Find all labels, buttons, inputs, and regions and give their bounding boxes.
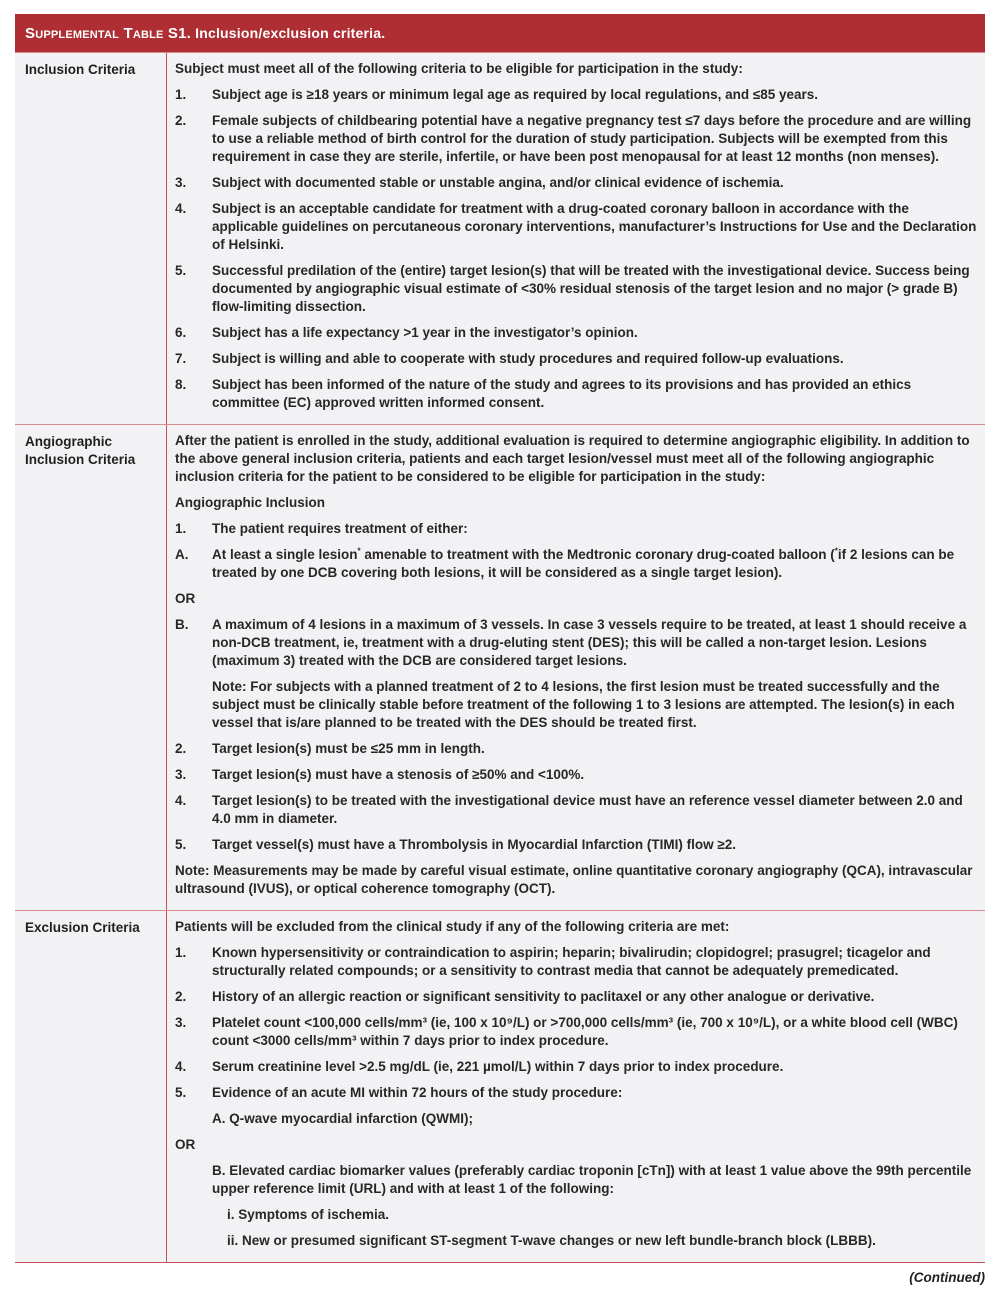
item-text: Female subjects of childbearing potential have a negative pregnancy test ≤7 days before the procedure and are willing to use a reliable method of birth control for the duration of study participation. Subjects will be exempted from this requirement in case they are sterile, infertile, or have been post menopausal for at least 12 months (non menses). — [212, 113, 972, 164]
item-text: Target lesion(s) must be ≤25 mm in length. — [212, 741, 485, 756]
item-number: 5. — [175, 263, 187, 278]
text-part: At least a single lesion — [212, 547, 358, 562]
table-caption — [15, 14, 985, 52]
item-text — [212, 546, 977, 582]
item-number: A. — [175, 547, 189, 562]
item-number: 8. — [175, 377, 187, 392]
footnote-mark: * — [834, 546, 838, 556]
list-item — [175, 1058, 977, 1076]
list-item — [175, 174, 977, 192]
row-content — [167, 425, 985, 910]
item-number: 2. — [175, 989, 187, 1004]
sub-item-b: B. Elevated cardiac biomarker values (preferably cardiac troponin [cTn]) with at least 1 value above the 99th percentile upper reference limit (URL) and with at least 1 of the following: — [212, 1163, 972, 1196]
list-item — [175, 376, 977, 412]
item-number: 4. — [175, 1059, 187, 1074]
sub-item-b-i: i. Symptoms of ischemia. — [227, 1207, 390, 1222]
subheading: Angiographic Inclusion — [175, 495, 326, 510]
list-item — [175, 200, 977, 254]
text-part: amenable to treatment with the Medtronic coronary drug-coated balloon ( — [360, 547, 835, 562]
item-text: Serum creatinine level >2.5 mg/dL (ie, 221 µmol/L) within 7 days prior to index procedure. — [212, 1059, 784, 1074]
item-text: Known hypersensitivity or contraindication to aspirin; heparin; bivalirudin; clopidogrel; prasugrel; ticagelor and structurally related compounds; or a sensitivity to contrast media that cannot be adequately premedicated. — [212, 945, 931, 978]
item-text: Subject is an acceptable candidate for treatment with a drug-coated coronary balloon in accordance with the applicable guidelines on percutaneous coronary interventions, manufacturer’s Instructions for Use and the Declaration of Helsinki. — [212, 201, 977, 252]
sub-item-b-ii: ii. New or presumed significant ST-segment T-wave changes or new left bundle-branch block (LBBB). — [227, 1233, 876, 1248]
list-item — [175, 766, 977, 784]
list-item — [175, 792, 977, 828]
exclusion-criteria-row — [15, 910, 985, 1262]
list-item — [175, 112, 977, 166]
item-text: Target lesion(s) to be treated with the investigational device must have an reference vessel diameter between 2.0 and 4.0 mm in diameter. — [212, 793, 963, 826]
list-item — [175, 1014, 977, 1050]
list-item-option-b — [175, 616, 977, 670]
item-text: Subject is willing and able to cooperate with study procedures and required follow-up evaluations. — [212, 351, 844, 366]
section-intro: Patients will be excluded from the clinical study if any of the following criteria are met: — [175, 919, 730, 934]
item-text: Subject age is ≥18 years or minimum legal age as required by local regulations, and ≤85 years. — [212, 87, 819, 102]
text-part: if 2 lesions can be treated by one DCB covering both lesions, it will be considered as a single target lesion). — [212, 547, 955, 580]
list-item — [175, 86, 977, 104]
item-number: 1. — [175, 521, 187, 536]
item-text: Evidence of an acute MI within 72 hours of the study procedure: — [212, 1085, 623, 1100]
measurement-note: Note: Measurements may be made by careful visual estimate, online quantitative coronary angiography (QCA), intravascular ultrasound (IVUS), or optical coherence tomography (OCT). — [175, 863, 973, 896]
item-text: Target vessel(s) must have a Thrombolysis in Myocardial Infarction (TIMI) flow ≥2. — [212, 837, 737, 852]
angiographic-inclusion-row — [15, 424, 985, 910]
item-text: Target lesion(s) must have a stenosis of ≥50% and <100%. — [212, 767, 585, 782]
list-item — [175, 324, 977, 342]
list-item — [175, 1084, 977, 1102]
list-item — [175, 350, 977, 368]
row-label: Inclusion Criteria — [15, 53, 167, 424]
item-text: Subject with documented stable or unstable angina, and/or clinical evidence of ischemia. — [212, 175, 784, 190]
item-number: 3. — [175, 767, 187, 782]
row-label: Angiographic Inclusion Criteria — [15, 425, 167, 910]
option-b-note: Note: For subjects with a planned treatment of 2 to 4 lesions, the first lesion must be treated successfully and the subject must be clinically stable before treatment of the following 1 to 3 lesions are attempted. The lesion(s) in each vessel that is/are planned to be treated with the DES should be treated first. — [212, 679, 955, 730]
section-intro: After the patient is enrolled in the study, additional evaluation is required to determine angiographic eligibility. In addition to the above general inclusion criteria, patients and each target lesion/vessel must meet all of the following angiographic inclusion criteria for the patient to be considered to be eligible for participation in the study: — [175, 433, 970, 484]
caption-title: Inclusion/exclusion criteria. — [195, 25, 386, 41]
item-text: Subject has a life expectancy >1 year in the investigator’s opinion. — [212, 325, 638, 340]
item-number: 7. — [175, 351, 187, 366]
item-number: B. — [175, 617, 189, 632]
list-item-option-a — [175, 546, 977, 582]
footnote-mark: * — [357, 546, 361, 556]
list-item — [175, 520, 977, 538]
list-item — [175, 262, 977, 316]
item-number: 3. — [175, 1015, 187, 1030]
item-number: 1. — [175, 945, 187, 960]
item-number: 4. — [175, 201, 187, 216]
list-item — [175, 740, 977, 758]
item-text: A maximum of 4 lesions in a maximum of 3 vessels. In case 3 vessels require to be treated, at least 1 should receive a non-DCB treatment, ie, treatment with a drug-eluting stent (DES); this will be called a non-target lesion. Lesions (maximum 3) treated with the DCB are considered target lesions. — [212, 617, 967, 668]
inclusion-criteria-row — [15, 52, 985, 424]
item-text: Subject has been informed of the nature of the study and agrees to its provisions and has provided an ethics committee (EC) approved written informed consent. — [212, 377, 912, 410]
list-item — [175, 944, 977, 980]
item-number: 5. — [175, 1085, 187, 1100]
item-text: History of an allergic reaction or significant sensitivity to paclitaxel or any other analogue or derivative. — [212, 989, 875, 1004]
item-text: Successful predilation of the (entire) target lesion(s) that will be treated with the investigational device. Success being documented by angiographic visual estimate of <30% residual stenosis of the target lesion and no major (> grade B) flow-limiting dissection. — [212, 263, 970, 314]
item-text: Platelet count <100,000 cells/mm³ (ie, 100 x 10⁹/L) or >700,000 cells/mm³ (ie, 700 x 10⁹/L), or a white blood cell (WBC) count <3000 cells/mm³ within 7 days prior to index procedure. — [212, 1015, 958, 1048]
or-separator: OR — [175, 591, 196, 606]
caption-prefix: Supplemental Table S1. — [25, 25, 192, 42]
row-content — [167, 911, 985, 1262]
row-content — [167, 53, 985, 424]
item-text: The patient requires treatment of either: — [212, 521, 468, 536]
item-number: 1. — [175, 87, 187, 102]
criteria-table — [15, 14, 985, 1263]
continued-note: (Continued) — [909, 1270, 985, 1285]
item-number: 6. — [175, 325, 187, 340]
list-item — [175, 836, 977, 854]
item-number: 4. — [175, 793, 187, 808]
item-number: 5. — [175, 837, 187, 852]
item-number: 2. — [175, 113, 187, 128]
item-number: 3. — [175, 175, 187, 190]
section-intro: Subject must meet all of the following criteria to be eligible for participation in the study: — [175, 61, 743, 76]
sub-item-a: A. Q-wave myocardial infarction (QWMI); — [212, 1111, 474, 1126]
list-item — [175, 988, 977, 1006]
item-number: 2. — [175, 741, 187, 756]
or-separator: OR — [175, 1137, 196, 1152]
row-label: Exclusion Criteria — [15, 911, 167, 1262]
